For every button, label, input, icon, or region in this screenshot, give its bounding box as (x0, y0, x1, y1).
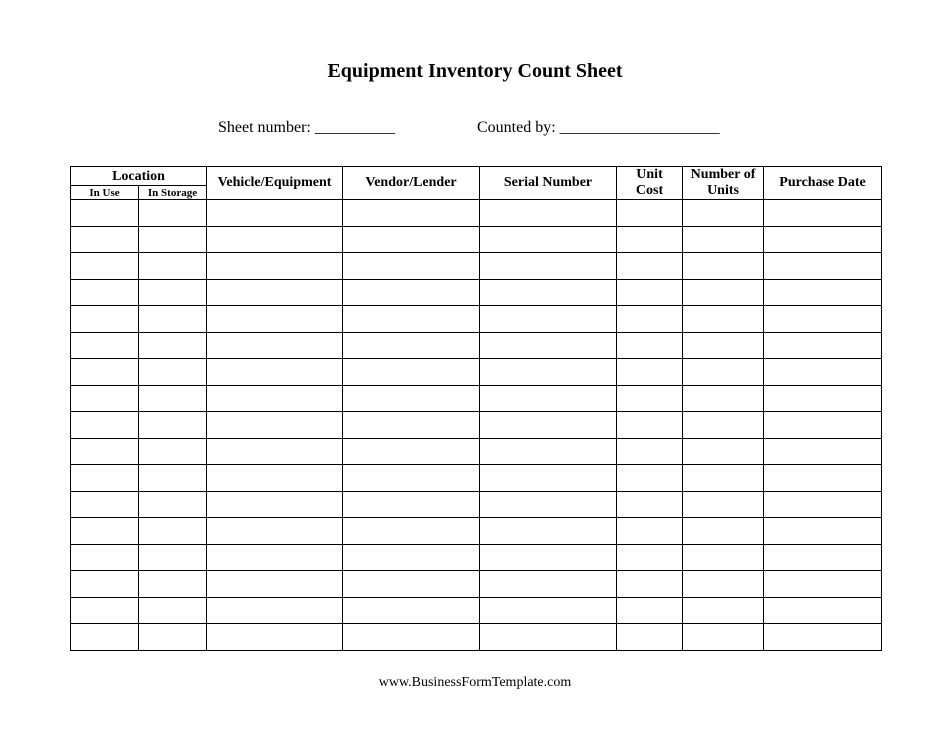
vehicle-equipment-cell[interactable] (207, 624, 343, 651)
location-header: Location (71, 167, 207, 186)
unit-cost-cell[interactable] (617, 465, 683, 492)
vehicle-equipment-cell[interactable] (207, 465, 343, 492)
number-of-units-cell[interactable] (683, 491, 764, 518)
inventory-table (70, 166, 882, 651)
unit-cost-cell[interactable] (617, 571, 683, 598)
in-storage-cell[interactable] (139, 438, 207, 465)
serial-number-cell[interactable] (480, 332, 617, 359)
vendor-lender-cell[interactable] (343, 385, 480, 412)
vendor-lender-cell[interactable] (343, 438, 480, 465)
unit-cost-cell[interactable] (617, 597, 683, 624)
number-of-units-cell[interactable] (683, 253, 764, 280)
in-storage-cell[interactable] (139, 385, 207, 412)
purchase-date-cell[interactable] (764, 306, 882, 333)
table-row (71, 597, 882, 624)
unit-cost-cell[interactable] (617, 385, 683, 412)
unit-cost-cell[interactable] (617, 359, 683, 386)
number-of-units-cell[interactable] (683, 412, 764, 439)
in-storage-cell[interactable] (139, 412, 207, 439)
table-row (71, 465, 882, 492)
unit-cost-header (617, 167, 683, 200)
vendor-lender-cell[interactable] (343, 279, 480, 306)
vehicle-equipment-cell[interactable] (207, 491, 343, 518)
vendor-lender-cell[interactable] (343, 624, 480, 651)
table-row (71, 200, 882, 227)
number-of-units-cell[interactable] (683, 332, 764, 359)
table-row (71, 518, 882, 545)
purchase-date-cell[interactable] (764, 438, 882, 465)
in-storage-cell[interactable] (139, 465, 207, 492)
serial-number-cell[interactable] (480, 491, 617, 518)
vehicle-equipment-cell[interactable] (207, 518, 343, 545)
vendor-lender-cell[interactable] (343, 571, 480, 598)
in-use-cell[interactable] (71, 544, 139, 571)
in-use-cell[interactable] (71, 491, 139, 518)
serial-number-cell[interactable] (480, 544, 617, 571)
serial-number-cell[interactable] (480, 279, 617, 306)
serial-number-cell[interactable] (480, 412, 617, 439)
unit-cost-cell[interactable] (617, 253, 683, 280)
number-of-units-cell[interactable] (683, 279, 764, 306)
in-use-cell[interactable] (71, 359, 139, 386)
purchase-date-cell[interactable] (764, 200, 882, 227)
purchase-date-cell[interactable] (764, 624, 882, 651)
sheet-number-field[interactable] (218, 119, 395, 137)
purchase-date-cell[interactable] (764, 412, 882, 439)
number-of-units-header-line1: Number of (690, 167, 756, 182)
purchase-date-cell[interactable] (764, 359, 882, 386)
table-row (71, 624, 882, 651)
vehicle-equipment-cell[interactable] (207, 200, 343, 227)
table-row (71, 544, 882, 571)
vendor-lender-cell[interactable] (343, 253, 480, 280)
in-storage-cell[interactable] (139, 332, 207, 359)
number-of-units-cell[interactable] (683, 597, 764, 624)
purchase-date-cell[interactable] (764, 332, 882, 359)
in-use-cell[interactable] (71, 412, 139, 439)
number-of-units-cell[interactable] (683, 438, 764, 465)
vehicle-equipment-cell[interactable] (207, 279, 343, 306)
in-use-cell[interactable] (71, 571, 139, 598)
table-row (71, 279, 882, 306)
number-of-units-cell[interactable] (683, 226, 764, 253)
sheet-number-label: Sheet number: (218, 119, 311, 136)
in-use-cell[interactable] (71, 200, 139, 227)
table-row (71, 491, 882, 518)
vendor-lender-cell[interactable] (343, 332, 480, 359)
vehicle-equipment-cell[interactable] (207, 597, 343, 624)
vendor-lender-cell[interactable] (343, 491, 480, 518)
serial-number-cell[interactable] (480, 253, 617, 280)
vehicle-equipment-header: Vehicle/Equipment (207, 167, 343, 200)
vendor-lender-cell[interactable] (343, 544, 480, 571)
in-storage-cell[interactable] (139, 624, 207, 651)
unit-cost-cell[interactable] (617, 518, 683, 545)
in-use-cell[interactable] (71, 438, 139, 465)
vendor-lender-cell[interactable] (343, 597, 480, 624)
in-storage-cell[interactable] (139, 306, 207, 333)
in-use-cell[interactable] (71, 226, 139, 253)
table-row (71, 359, 882, 386)
serial-number-cell[interactable] (480, 306, 617, 333)
vehicle-equipment-cell[interactable] (207, 226, 343, 253)
vendor-lender-cell[interactable] (343, 306, 480, 333)
number-of-units-header (683, 167, 764, 200)
unit-cost-cell[interactable] (617, 306, 683, 333)
table-row (71, 226, 882, 253)
in-use-cell[interactable] (71, 624, 139, 651)
vehicle-equipment-cell[interactable] (207, 332, 343, 359)
serial-number-cell[interactable] (480, 438, 617, 465)
in-use-cell[interactable] (71, 253, 139, 280)
in-use-cell[interactable] (71, 306, 139, 333)
vendor-lender-cell[interactable] (343, 412, 480, 439)
vehicle-equipment-cell[interactable] (207, 385, 343, 412)
number-of-units-header-line2: Units (707, 183, 739, 198)
serial-number-cell[interactable] (480, 518, 617, 545)
counted-by-field[interactable] (477, 119, 720, 137)
number-of-units-cell[interactable] (683, 465, 764, 492)
unit-cost-cell[interactable] (617, 412, 683, 439)
in-use-header: In Use (71, 186, 139, 200)
unit-cost-header-line1: Unit (636, 167, 663, 182)
vehicle-equipment-cell[interactable] (207, 306, 343, 333)
vendor-lender-header: Vendor/Lender (343, 167, 480, 200)
header-row (71, 167, 882, 186)
serial-number-cell[interactable] (480, 359, 617, 386)
unit-cost-cell[interactable] (617, 438, 683, 465)
unit-cost-cell[interactable] (617, 624, 683, 651)
counted-by-blank[interactable]: ____________________ (559, 119, 720, 136)
purchase-date-cell[interactable] (764, 226, 882, 253)
table-row (71, 253, 882, 280)
purchase-date-cell[interactable] (764, 571, 882, 598)
vendor-lender-cell[interactable] (343, 518, 480, 545)
in-use-cell[interactable] (71, 279, 139, 306)
number-of-units-cell[interactable] (683, 306, 764, 333)
serial-number-cell[interactable] (480, 597, 617, 624)
serial-number-cell[interactable] (480, 465, 617, 492)
in-storage-cell[interactable] (139, 279, 207, 306)
purchase-date-cell[interactable] (764, 465, 882, 492)
table-body (71, 200, 882, 651)
purchase-date-cell[interactable] (764, 279, 882, 306)
table-row (71, 385, 882, 412)
in-storage-cell[interactable] (139, 597, 207, 624)
serial-number-cell[interactable] (480, 571, 617, 598)
serial-number-cell[interactable] (480, 385, 617, 412)
in-storage-cell[interactable] (139, 359, 207, 386)
page-title: Equipment Inventory Count Sheet (327, 60, 623, 82)
table-row (71, 438, 882, 465)
number-of-units-cell[interactable] (683, 359, 764, 386)
in-storage-cell[interactable] (139, 544, 207, 571)
in-use-cell[interactable] (71, 465, 139, 492)
number-of-units-cell[interactable] (683, 385, 764, 412)
number-of-units-cell[interactable] (683, 200, 764, 227)
in-storage-cell[interactable] (139, 226, 207, 253)
purchase-date-cell[interactable] (764, 253, 882, 280)
table-row (71, 412, 882, 439)
vehicle-equipment-cell[interactable] (207, 544, 343, 571)
serial-number-cell[interactable] (480, 200, 617, 227)
serial-number-cell[interactable] (480, 226, 617, 253)
purchase-date-cell[interactable] (764, 544, 882, 571)
purchase-date-cell[interactable] (764, 597, 882, 624)
serial-number-cell[interactable] (480, 624, 617, 651)
number-of-units-cell[interactable] (683, 544, 764, 571)
in-storage-cell[interactable] (139, 200, 207, 227)
number-of-units-cell[interactable] (683, 571, 764, 598)
vehicle-equipment-cell[interactable] (207, 438, 343, 465)
vehicle-equipment-cell[interactable] (207, 571, 343, 598)
purchase-date-cell[interactable] (764, 518, 882, 545)
vehicle-equipment-cell[interactable] (207, 253, 343, 280)
in-storage-cell[interactable] (139, 518, 207, 545)
in-use-cell[interactable] (71, 597, 139, 624)
unit-cost-cell[interactable] (617, 544, 683, 571)
table-row (71, 306, 882, 333)
serial-number-header: Serial Number (480, 167, 617, 200)
in-storage-cell[interactable] (139, 491, 207, 518)
in-storage-cell[interactable] (139, 253, 207, 280)
unit-cost-cell[interactable] (617, 200, 683, 227)
table-row (71, 332, 882, 359)
unit-cost-cell[interactable] (617, 226, 683, 253)
unit-cost-cell[interactable] (617, 279, 683, 306)
purchase-date-cell[interactable] (764, 491, 882, 518)
unit-cost-cell[interactable] (617, 491, 683, 518)
vendor-lender-cell[interactable] (343, 226, 480, 253)
number-of-units-cell[interactable] (683, 624, 764, 651)
unit-cost-cell[interactable] (617, 332, 683, 359)
purchase-date-cell[interactable] (764, 385, 882, 412)
number-of-units-cell[interactable] (683, 518, 764, 545)
unit-cost-header-line2: Cost (635, 183, 664, 198)
vehicle-equipment-cell[interactable] (207, 412, 343, 439)
footer-url: www.BusinessFormTemplate.com (378, 675, 572, 690)
sheet-number-blank[interactable]: __________ (314, 119, 395, 136)
table-row (71, 571, 882, 598)
in-storage-cell[interactable] (139, 571, 207, 598)
vendor-lender-cell[interactable] (343, 359, 480, 386)
counted-by-label: Counted by: (477, 119, 556, 136)
in-use-cell[interactable] (71, 332, 139, 359)
purchase-date-header: Purchase Date (764, 167, 882, 200)
vehicle-equipment-cell[interactable] (207, 359, 343, 386)
in-use-cell[interactable] (71, 385, 139, 412)
in-storage-header: In Storage (139, 186, 207, 200)
vendor-lender-cell[interactable] (343, 200, 480, 227)
in-use-cell[interactable] (71, 518, 139, 545)
vendor-lender-cell[interactable] (343, 465, 480, 492)
